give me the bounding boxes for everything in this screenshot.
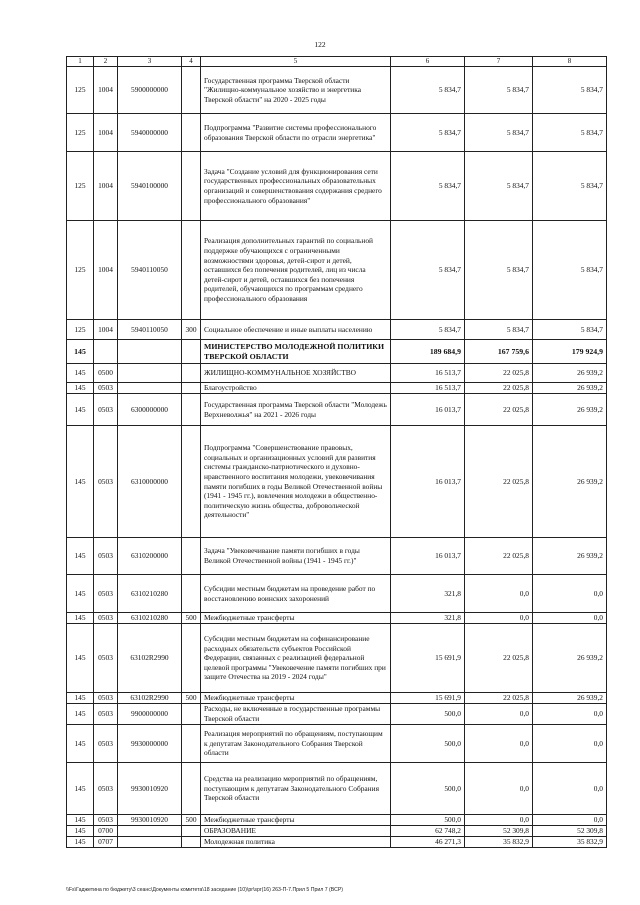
header-cell: 8 <box>533 57 607 67</box>
section-code-cell: 0503 <box>94 763 118 815</box>
amount-year2-cell: 5 834,7 <box>465 320 533 340</box>
amount-year2-cell: 22 025,8 <box>465 693 533 704</box>
amount-year1-cell: 5 834,7 <box>391 114 465 152</box>
description-cell: Государственная программа Тверской области "Жилищно-коммунальное хозяйство и энергетика Тверской области" на 2020 - 2025 годы <box>201 67 391 114</box>
target-article-cell: 5940000000 <box>118 114 182 152</box>
expense-type-cell <box>182 152 201 221</box>
amount-year3-cell: 26 939,2 <box>533 426 607 538</box>
table-row <box>67 114 607 152</box>
section-code-cell: 0503 <box>94 624 118 693</box>
amount-year1-cell: 500,0 <box>391 704 465 725</box>
amount-year1-cell: 16 013,7 <box>391 394 465 426</box>
amount-year1-cell: 500,0 <box>391 725 465 763</box>
amount-year3-cell: 0,0 <box>533 725 607 763</box>
footer-file-path: \\Fs\Гаджетина по бюджету\3 сеанс\Документы комитета\18 заседание (10)\pr\spr(16) 263-П-7.Прил 5 Прил 7 (ВСР) <box>66 887 344 893</box>
amount-year3-cell: 0,0 <box>533 613 607 624</box>
target-article-cell <box>118 837 182 848</box>
table-row <box>67 320 607 340</box>
expense-type-cell <box>182 725 201 763</box>
amount-year3-cell: 5 834,7 <box>533 114 607 152</box>
amount-year2-cell: 0,0 <box>465 613 533 624</box>
ministry-code-cell: 145 <box>67 426 94 538</box>
description-cell: Субсидии местным бюджетам на софинансирование расходных обязательств субъектов Российской Федерации, связанных с реализацией федеральной целевой программы "Увековечение памяти погибших при защите Отечества на 2019 - 2024 годы" <box>201 624 391 693</box>
amount-year2-cell: 0,0 <box>465 725 533 763</box>
amount-year1-cell: 500,0 <box>391 763 465 815</box>
amount-year2-cell: 0,0 <box>465 815 533 826</box>
expense-type-cell <box>182 763 201 815</box>
section-code-cell: 0503 <box>94 538 118 575</box>
amount-year3-cell: 0,0 <box>533 704 607 725</box>
amount-year2-cell: 167 759,6 <box>465 340 533 364</box>
section-code-cell: 1004 <box>94 67 118 114</box>
description-cell: Реализация мероприятий по обращениям, поступающим к депутатам Законодательного Собрания Тверской области <box>201 725 391 763</box>
expense-type-cell <box>182 538 201 575</box>
ministry-code-cell: 145 <box>67 837 94 848</box>
target-article-cell <box>118 383 182 394</box>
amount-year2-cell: 22 025,8 <box>465 364 533 383</box>
expense-type-cell <box>182 383 201 394</box>
target-article-cell: 5940110050 <box>118 221 182 320</box>
description-cell: Межбюджетные трансферты <box>201 815 391 826</box>
header-cell: 2 <box>94 57 118 67</box>
ministry-code-cell: 125 <box>67 221 94 320</box>
table-row <box>67 364 607 383</box>
section-code-cell: 0503 <box>94 613 118 624</box>
target-article-cell: 9900000000 <box>118 704 182 725</box>
amount-year2-cell: 22 025,8 <box>465 538 533 575</box>
section-code-cell: 0500 <box>94 364 118 383</box>
budget-table <box>66 56 607 848</box>
amount-year1-cell: 5 834,7 <box>391 67 465 114</box>
description-cell: Межбюджетные трансферты <box>201 613 391 624</box>
table-row <box>67 704 607 725</box>
ministry-code-cell: 145 <box>67 763 94 815</box>
amount-year3-cell: 26 939,2 <box>533 394 607 426</box>
section-code-cell: 0503 <box>94 693 118 704</box>
amount-year1-cell: 5 834,7 <box>391 152 465 221</box>
description-cell: ЖИЛИЩНО-КОММУНАЛЬНОЕ ХОЗЯЙСТВО <box>201 364 391 383</box>
amount-year2-cell: 5 834,7 <box>465 67 533 114</box>
section-code-cell: 0503 <box>94 815 118 826</box>
target-article-cell <box>118 340 182 364</box>
section-code-cell: 0503 <box>94 426 118 538</box>
expense-type-cell <box>182 340 201 364</box>
table-row <box>67 837 607 848</box>
expense-type-cell <box>182 826 201 837</box>
amount-year3-cell: 5 834,7 <box>533 152 607 221</box>
ministry-code-cell: 145 <box>67 826 94 837</box>
table-row <box>67 426 607 538</box>
description-cell: Расходы, не включенные в государственные программы Тверской области <box>201 704 391 725</box>
amount-year2-cell: 52 309,8 <box>465 826 533 837</box>
ministry-code-cell: 145 <box>67 340 94 364</box>
ministry-code-cell: 125 <box>67 114 94 152</box>
expense-type-cell <box>182 67 201 114</box>
target-article-cell: 6310210280 <box>118 575 182 613</box>
section-code-cell: 0707 <box>94 837 118 848</box>
table-row <box>67 763 607 815</box>
amount-year1-cell: 46 271,3 <box>391 837 465 848</box>
ministry-code-cell: 145 <box>67 704 94 725</box>
section-code-cell: 1004 <box>94 320 118 340</box>
amount-year2-cell: 35 832,9 <box>465 837 533 848</box>
amount-year2-cell: 5 834,7 <box>465 221 533 320</box>
description-cell: Социальное обеспечение и иные выплаты населению <box>201 320 391 340</box>
description-cell: Государственная программа Тверской области "Молодежь Верхневолжья" на 2021 - 2026 годы <box>201 394 391 426</box>
description-cell: Молодежная политика <box>201 837 391 848</box>
target-article-cell: 5940110050 <box>118 320 182 340</box>
expense-type-cell: 500 <box>182 693 201 704</box>
target-article-cell: 6310200000 <box>118 538 182 575</box>
section-code-cell <box>94 340 118 364</box>
description-cell: Задача "Создание условий для функционирования сети государственных профессиональных образовательных организаций и совершенствования содержания среднего профессионального образования" <box>201 152 391 221</box>
ministry-code-cell: 145 <box>67 575 94 613</box>
amount-year2-cell: 22 025,8 <box>465 383 533 394</box>
amount-year2-cell: 0,0 <box>465 575 533 613</box>
ministry-code-cell: 145 <box>67 693 94 704</box>
table-row <box>67 538 607 575</box>
header-cell: 7 <box>465 57 533 67</box>
description-cell: Средства на реализацию мероприятий по обращениям, поступающим к депутатам Законодательного Собрания Тверской области <box>201 763 391 815</box>
description-cell: Задача "Увековечивание памяти погибших в годы Великой Отечественной войны (1941 - 1945 гг.)" <box>201 538 391 575</box>
amount-year1-cell: 5 834,7 <box>391 221 465 320</box>
amount-year3-cell: 26 939,2 <box>533 538 607 575</box>
table-row <box>67 67 607 114</box>
amount-year1-cell: 16 513,7 <box>391 364 465 383</box>
amount-year3-cell: 26 939,2 <box>533 693 607 704</box>
header-cell: 6 <box>391 57 465 67</box>
expense-type-cell: 300 <box>182 320 201 340</box>
description-cell: Реализация дополнительных гарантий по социальной поддержке обучающихся с ограниченными возможностями здоровья, детей-сирот и детей, оставшихся без попечения родителей, лиц из числа детей-сирот и детей, оставшихся без попечения родителей, обучающихся по программам среднего профессионального образования <box>201 221 391 320</box>
amount-year2-cell: 22 025,8 <box>465 426 533 538</box>
amount-year1-cell: 5 834,7 <box>391 320 465 340</box>
amount-year3-cell: 26 939,2 <box>533 383 607 394</box>
ministry-code-cell: 125 <box>67 320 94 340</box>
expense-type-cell <box>182 624 201 693</box>
description-cell: Благоустройство <box>201 383 391 394</box>
expense-type-cell <box>182 364 201 383</box>
amount-year3-cell: 179 924,9 <box>533 340 607 364</box>
target-article-cell: 6310210280 <box>118 613 182 624</box>
amount-year1-cell: 321,8 <box>391 613 465 624</box>
table-row <box>67 613 607 624</box>
amount-year3-cell: 26 939,2 <box>533 364 607 383</box>
header-row <box>67 57 607 67</box>
amount-year1-cell: 62 748,2 <box>391 826 465 837</box>
description-cell: ОБРАЗОВАНИЕ <box>201 826 391 837</box>
target-article-cell: 9930010920 <box>118 815 182 826</box>
ministry-code-cell: 125 <box>67 67 94 114</box>
table-row <box>67 340 607 364</box>
target-article-cell: 5900000000 <box>118 67 182 114</box>
expense-type-cell: 500 <box>182 613 201 624</box>
amount-year2-cell: 22 025,8 <box>465 624 533 693</box>
amount-year1-cell: 16 013,7 <box>391 426 465 538</box>
ministry-code-cell: 145 <box>67 364 94 383</box>
table-row <box>67 575 607 613</box>
table-row <box>67 826 607 837</box>
table-row <box>67 624 607 693</box>
expense-type-cell <box>182 837 201 848</box>
ministry-code-cell: 125 <box>67 152 94 221</box>
amount-year2-cell: 5 834,7 <box>465 114 533 152</box>
amount-year2-cell: 5 834,7 <box>465 152 533 221</box>
header-cell: 3 <box>118 57 182 67</box>
amount-year1-cell: 500,0 <box>391 815 465 826</box>
amount-year3-cell: 26 939,2 <box>533 624 607 693</box>
table-row <box>67 221 607 320</box>
ministry-code-cell: 145 <box>67 613 94 624</box>
section-code-cell: 0503 <box>94 725 118 763</box>
amount-year2-cell: 0,0 <box>465 704 533 725</box>
amount-year1-cell: 321,8 <box>391 575 465 613</box>
target-article-cell <box>118 826 182 837</box>
amount-year3-cell: 0,0 <box>533 763 607 815</box>
ministry-code-cell: 145 <box>67 538 94 575</box>
target-article-cell: 9930010920 <box>118 763 182 815</box>
target-article-cell: 6310000000 <box>118 426 182 538</box>
amount-year2-cell: 0,0 <box>465 763 533 815</box>
amount-year1-cell: 15 691,9 <box>391 693 465 704</box>
target-article-cell: 5940100000 <box>118 152 182 221</box>
description-cell: Субсидии местным бюджетам на проведение работ по восстановлению воинских захоронений <box>201 575 391 613</box>
page-number: 122 <box>314 40 326 49</box>
table-row <box>67 383 607 394</box>
expense-type-cell <box>182 704 201 725</box>
description-cell: Подпрограмма "Развитие системы профессионального образования Тверской области по отрасли энергетика" <box>201 114 391 152</box>
amount-year3-cell: 0,0 <box>533 575 607 613</box>
amount-year3-cell: 5 834,7 <box>533 320 607 340</box>
ministry-code-cell: 145 <box>67 725 94 763</box>
section-code-cell: 1004 <box>94 114 118 152</box>
amount-year1-cell: 16 513,7 <box>391 383 465 394</box>
target-article-cell: 9930000000 <box>118 725 182 763</box>
target-article-cell: 63102R2990 <box>118 624 182 693</box>
expense-type-cell <box>182 575 201 613</box>
section-code-cell: 0700 <box>94 826 118 837</box>
header-cell: 5 <box>201 57 391 67</box>
expense-type-cell <box>182 394 201 426</box>
ministry-code-cell: 145 <box>67 624 94 693</box>
target-article-cell <box>118 364 182 383</box>
amount-year1-cell: 189 684,9 <box>391 340 465 364</box>
amount-year1-cell: 16 013,7 <box>391 538 465 575</box>
amount-year2-cell: 22 025,8 <box>465 394 533 426</box>
section-code-cell: 0503 <box>94 394 118 426</box>
section-code-cell: 0503 <box>94 575 118 613</box>
section-code-cell: 0503 <box>94 383 118 394</box>
ministry-code-cell: 145 <box>67 394 94 426</box>
amount-year3-cell: 52 309,8 <box>533 826 607 837</box>
table-row <box>67 725 607 763</box>
section-code-cell: 1004 <box>94 221 118 320</box>
header-cell: 1 <box>67 57 94 67</box>
amount-year3-cell: 5 834,7 <box>533 67 607 114</box>
amount-year3-cell: 0,0 <box>533 815 607 826</box>
description-cell: Межбюджетные трансферты <box>201 693 391 704</box>
ministry-code-cell: 145 <box>67 815 94 826</box>
table-row <box>67 394 607 426</box>
table-row <box>67 152 607 221</box>
expense-type-cell: 500 <box>182 815 201 826</box>
amount-year3-cell: 35 832,9 <box>533 837 607 848</box>
amount-year3-cell: 5 834,7 <box>533 221 607 320</box>
expense-type-cell <box>182 114 201 152</box>
header-cell: 4 <box>182 57 201 67</box>
section-code-cell: 0503 <box>94 704 118 725</box>
ministry-code-cell: 145 <box>67 383 94 394</box>
section-code-cell: 1004 <box>94 152 118 221</box>
description-cell: Подпрограмма "Совершенствование правовых, социальных и организационных условий для развития системы гражданско-патриотического и духовно-нравственного воспитания молодежи, увековечивания памяти погибших в годы Великой Отечественной войны (1941 - 1945 гг.), вовлечения молодежи в общественно-политическую жизнь общества, добровольческой деятельности" <box>201 426 391 538</box>
amount-year1-cell: 15 691,9 <box>391 624 465 693</box>
table-row <box>67 815 607 826</box>
target-article-cell: 6300000000 <box>118 394 182 426</box>
expense-type-cell <box>182 221 201 320</box>
target-article-cell: 63102R2990 <box>118 693 182 704</box>
table-row <box>67 693 607 704</box>
description-cell: МИНИСТЕРСТВО МОЛОДЕЖНОЙ ПОЛИТИКИ ТВЕРСКОЙ ОБЛАСТИ <box>201 340 391 364</box>
expense-type-cell <box>182 426 201 538</box>
